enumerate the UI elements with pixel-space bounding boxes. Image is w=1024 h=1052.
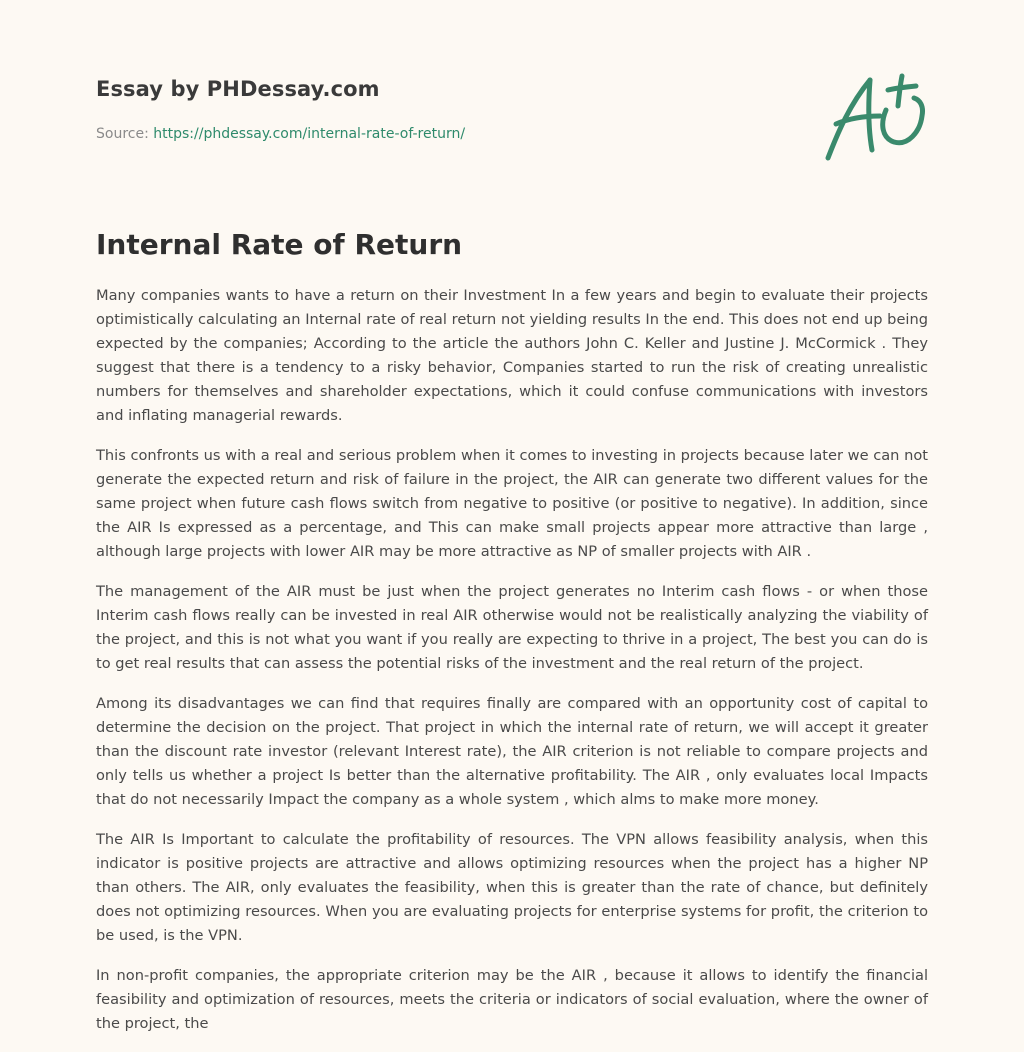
- essay-paragraph: This confronts us with a real and serious problem when it comes to investing in projects because later we can not generate the expected return and risk of failure in the project, the AIR can generate two different values for the same project when future cash flows switch from negative to positive (or positive to negative). In addition, since the AIR Is expressed as a percentage, and This can make small projects appear more attractive than large , although large projects with lower AIR may be more attractive as NP of smaller projects with AIR .: [96, 447, 928, 560]
- source-line: [96, 124, 796, 144]
- source-label: Source:: [96, 126, 149, 142]
- plus-horizontal: [888, 86, 916, 90]
- essay-paragraph: In non-profit companies, the appropriate criterion may be the AIR , because it allows to identify the financial feasibility and optimization of resources, meets the criteria or indicators of social evaluation, where the owner of the project, the: [96, 967, 928, 1032]
- source-link[interactable]: https://phdessay.com/internal-rate-of-return/: [153, 126, 466, 142]
- essay-body: [96, 284, 928, 1052]
- essay-paragraph: Many companies wants to have a return on their Investment In a few years and begin to evaluate their projects optimistically calculating an Internal rate of real return not yielding results In the end. This does not end up being expected by the companies; According to the article the authors John C. Keller and Justine J. McCormick . They suggest that there is a tendency to a risky behavior, Companies started to run the risk of creating unrealistic numbers for themselves and shareholder expectations, which it could confuse communications with investors and inflating managerial rewards.: [96, 287, 928, 424]
- page-header: [96, 74, 796, 144]
- site-title: Essay by PHDessay.com: [96, 77, 380, 101]
- plus-vertical: [898, 76, 902, 106]
- essay-title: Internal Rate of Return: [96, 228, 463, 261]
- a-crossbar: [836, 116, 880, 124]
- essay-paragraph: The AIR Is Important to calculate the profitability of resources. The VPN allows feasibility analysis, when this indicator is positive projects are attractive and allows optimizing resources when the project has a higher NP than others. The AIR, only evaluates the feasibility, when this is greater than the rate of chance, but definitely does not optimizing resources. When you are evaluating projects for enterprise systems for profit, the criterion to be used, is the VPN.: [96, 831, 928, 944]
- smile-swoosh: [883, 98, 923, 143]
- a-plus-icon: [818, 66, 930, 166]
- essay-paragraph: Among its disadvantages we can find that requires finally are compared with an opportunity cost of capital to determine the decision on the project. That project in which the internal rate of return, we will accept it greater than the discount rate investor (relevant Interest rate), the AIR criterion is not reliable to compare projects and only tells us whether a project Is better than the alternative profitability. The AIR , only evaluates local Impacts that do not necessarily Impact the company as a whole system , which alms to make more money.: [96, 695, 928, 808]
- a-plus-grade-logo: [818, 66, 930, 166]
- essay-paragraph: The management of the AIR must be just when the project generates no Interim cash flows - or when those Interim cash flows really can be invested in real AIR otherwise would not be realistically analyzing the viability of the project, and this is not what you want if you really are expecting to thrive in a project, The best you can do is to get real results that can assess the potential risks of the investment and the real return of the project.: [96, 583, 928, 672]
